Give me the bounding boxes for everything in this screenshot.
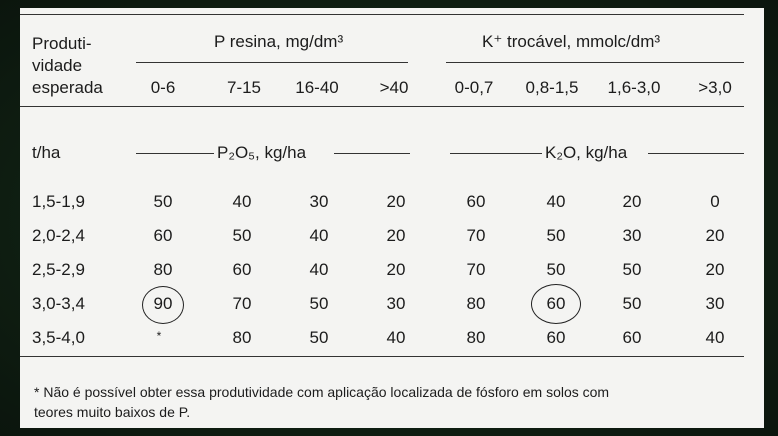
yield-header-line-3: esperada — [32, 78, 103, 97]
k-value-cell: 60 — [466, 192, 486, 211]
k-value-cell: 30 — [622, 226, 642, 245]
k-value-cell: 80 — [466, 294, 486, 313]
k-exchangeable-group-header: K⁺ trocável, mmolc/dm³ — [482, 32, 661, 51]
footnote-line-1: * Não é possível obter essa produtividade com aplicação localizada de fósforo em solos com — [34, 384, 610, 400]
k-unit-label: K₂O, kg/ha — [545, 143, 628, 162]
p-unit-dash-left — [136, 153, 214, 154]
p-value-cell: 60 — [153, 226, 173, 245]
k-value-cell: 30 — [705, 294, 725, 313]
yield-header-line-1: Produti- — [32, 34, 92, 53]
p-value-cell: 20 — [386, 260, 406, 279]
k-value-cell: 0 — [710, 192, 720, 211]
k-value-cell: 60 — [546, 328, 566, 347]
fertilizer-table-document — [20, 8, 764, 428]
p-value-cell: 50 — [309, 294, 329, 313]
p-value-cell: 20 — [386, 192, 406, 211]
p-range-header-2: 7-15 — [226, 78, 262, 97]
k-value-cell: 20 — [705, 260, 725, 279]
yield-cell: 3,5-4,0 — [32, 328, 85, 347]
table-top-rule — [20, 14, 744, 15]
hand-drawn-circle-p-90 — [142, 286, 184, 324]
p-value-cell: 50 — [153, 192, 173, 211]
p-value-cell: 80 — [232, 328, 252, 347]
p-value-cell: 70 — [232, 294, 252, 313]
p-value-cell: 20 — [386, 226, 406, 245]
p-value-cell: 80 — [153, 260, 173, 279]
table-bottom-rule — [20, 356, 744, 357]
p-value-cell: 50 — [232, 226, 252, 245]
yield-cell: 2,5-2,9 — [32, 260, 85, 279]
p-value-cell: 40 — [309, 260, 329, 279]
p-value-cell: 30 — [386, 294, 406, 313]
p-value-cell: 40 — [309, 226, 329, 245]
k-value-cell: 40 — [546, 192, 566, 211]
yield-header-line-2: vidade — [32, 56, 83, 75]
k-value-cell: 50 — [622, 260, 642, 279]
p-value-cell: 40 — [232, 192, 252, 211]
k-range-header-4: >3,0 — [698, 78, 732, 97]
hand-drawn-circle-k-60 — [531, 284, 581, 324]
k-value-cell: 40 — [705, 328, 725, 347]
p-value-cell: 50 — [309, 328, 329, 347]
k-unit-dash-left — [450, 153, 542, 154]
p-resin-group-header: P resina, mg/dm³ — [214, 32, 344, 51]
k-value-cell: 20 — [622, 192, 642, 211]
k-range-header-1: 0-0,7 — [454, 78, 494, 97]
k-value-cell: 50 — [546, 260, 566, 279]
yield-unit-label: t/ha — [32, 143, 61, 162]
p-unit-label: P₂O₅, kg/ha — [217, 143, 307, 162]
k-range-header-2: 0,8-1,5 — [525, 78, 579, 97]
yield-cell: 2,0-2,4 — [32, 226, 85, 245]
p-value-cell: * — [156, 329, 162, 343]
k-value-cell: 70 — [466, 260, 486, 279]
p-range-header-4: >40 — [379, 78, 409, 97]
p-value-cell: 40 — [386, 328, 406, 347]
k-value-cell: 20 — [705, 226, 725, 245]
p-value-cell: 30 — [309, 192, 329, 211]
k-group-rule — [446, 62, 744, 63]
yield-cell: 1,5-1,9 — [32, 192, 85, 211]
p-group-rule — [136, 62, 408, 63]
k-value-cell: 60 — [622, 328, 642, 347]
k-value-cell: 50 — [622, 294, 642, 313]
p-range-header-3: 16-40 — [295, 78, 339, 97]
p-range-header-1: 0-6 — [150, 78, 176, 97]
header-bottom-rule — [20, 106, 744, 107]
k-value-cell: 80 — [466, 328, 486, 347]
k-value-cell: 60 — [546, 294, 566, 313]
footnote-line-2: teores muito baixos de P. — [34, 404, 191, 420]
k-value-cell: 50 — [546, 226, 566, 245]
k-value-cell: 70 — [466, 226, 486, 245]
p-unit-dash-right — [334, 153, 410, 154]
p-value-cell: 90 — [153, 294, 173, 313]
yield-cell: 3,0-3,4 — [32, 294, 85, 313]
k-unit-dash-right — [648, 153, 744, 154]
k-range-header-3: 1,6-3,0 — [607, 78, 661, 97]
p-value-cell: 60 — [232, 260, 252, 279]
